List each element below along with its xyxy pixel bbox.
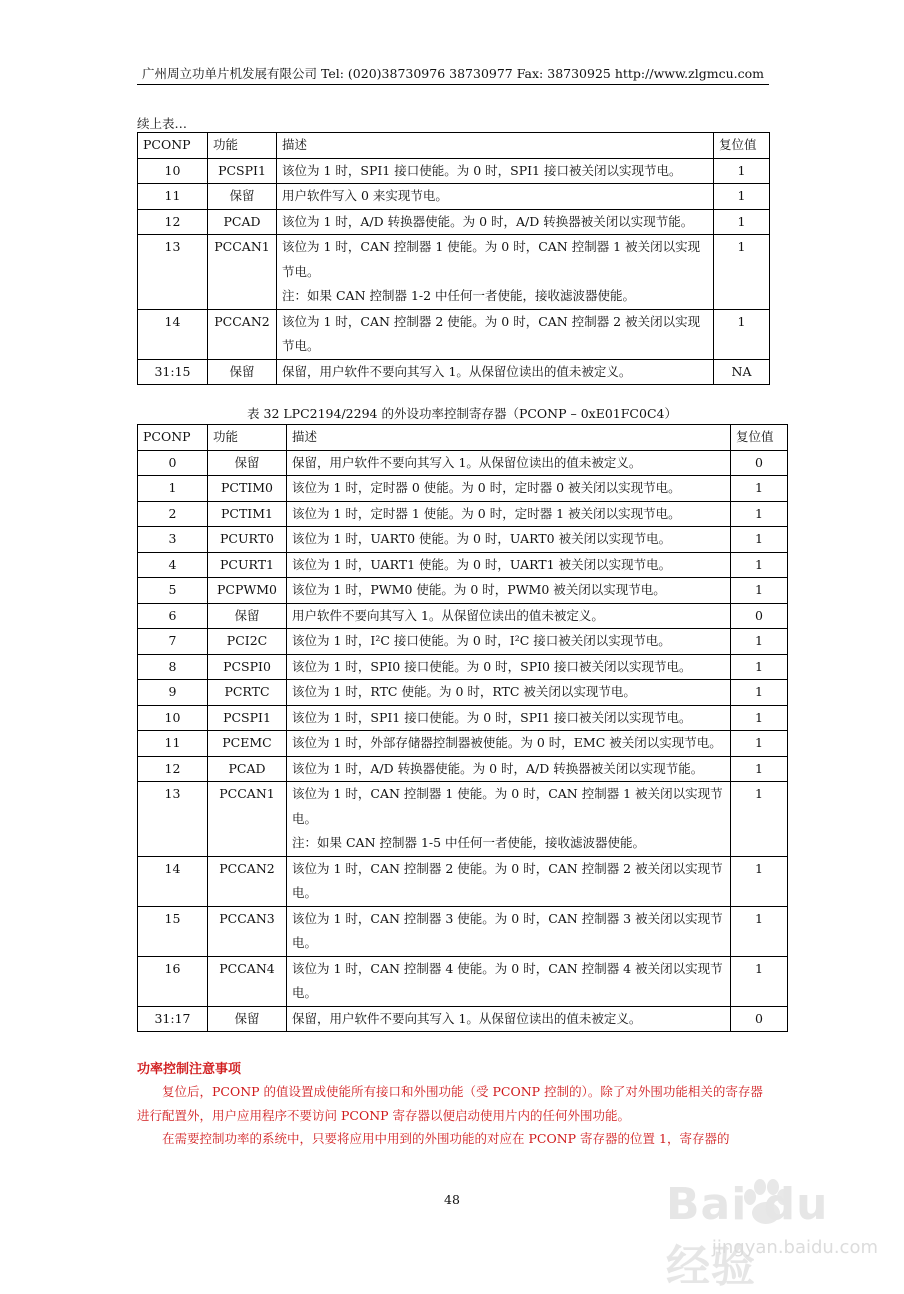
reset-value-cell: 1: [731, 856, 788, 906]
bit-cell: 12: [138, 209, 208, 235]
table-row: [138, 1006, 788, 1032]
bit-cell: 14: [138, 856, 208, 906]
description-cell: [287, 856, 731, 906]
table-row: [138, 309, 770, 359]
table-row: [138, 680, 788, 706]
table-row: [138, 956, 788, 1006]
function-cell: PCEMC: [208, 731, 287, 757]
description-text: 用户软件写入 0 来实现节电。: [282, 188, 448, 203]
col-header-function: 功能: [208, 133, 277, 159]
table-row: [138, 578, 788, 604]
bit-cell: 31:15: [138, 359, 208, 385]
function-cell: PCURT1: [208, 552, 287, 578]
description-text: 该位为 1 时，CAN 控制器 1 使能。为 0 时，CAN 控制器 1 被关闭以实现节电。: [292, 786, 723, 826]
description-cell: [277, 184, 714, 210]
col-header-pconp: PCONP: [138, 425, 208, 451]
bit-cell: 10: [138, 158, 208, 184]
paragraph-1: [137, 1080, 769, 1127]
bit-cell: 6: [138, 603, 208, 629]
bit-cell: 12: [138, 756, 208, 782]
description-cell: [287, 756, 731, 782]
bit-cell: 5: [138, 578, 208, 604]
reset-value-cell: 0: [731, 450, 788, 476]
description-text: 该位为 1 时，SPI1 接口使能。为 0 时，SPI1 接口被关闭以实现节电。: [282, 162, 682, 178]
bit-cell: 31:17: [138, 1006, 208, 1032]
reset-value-cell: 1: [731, 552, 788, 578]
continued-label: 续上表…: [137, 116, 188, 131]
reset-value-cell: 1: [731, 956, 788, 1006]
reset-value-cell: 0: [731, 1006, 788, 1032]
function-cell: PCSPI1: [208, 705, 287, 731]
table-row: [138, 629, 788, 655]
description-cell: [287, 552, 731, 578]
bit-cell: 16: [138, 956, 208, 1006]
col-header-reset: 复位值: [714, 133, 770, 159]
table-row: [138, 782, 788, 857]
reset-value-cell: 1: [731, 629, 788, 655]
description-cell: [287, 956, 731, 1006]
description-cell: [287, 578, 731, 604]
bit-cell: 15: [138, 906, 208, 956]
description-text: 该位为 1 时，SPI1 接口使能。为 0 时，SPI1 接口被关闭以实现节电。: [292, 709, 692, 725]
description-cell: [287, 450, 731, 476]
table-row: [138, 527, 788, 553]
reset-value-cell: NA: [714, 359, 770, 385]
page-number: 48: [444, 1192, 460, 1207]
function-cell: 保留: [208, 184, 277, 210]
table-row: [138, 450, 788, 476]
description-text: 该位为 1 时，RTC 使能。为 0 时，RTC 被关闭以实现节电。: [292, 684, 636, 699]
function-cell: PCCAN1: [208, 782, 287, 857]
description-text: 该位为 1 时，CAN 控制器 2 使能。为 0 时，CAN 控制器 2 被关闭以实现节电。: [292, 860, 723, 900]
bit-cell: 4: [138, 552, 208, 578]
bit-cell: 3: [138, 527, 208, 553]
reset-value-cell: 1: [731, 680, 788, 706]
bit-cell: 11: [138, 731, 208, 757]
table-row: [138, 158, 770, 184]
function-cell: PCTIM1: [208, 501, 287, 527]
description-text: 该位为 1 时，I²C 接口使能。为 0 时，I²C 接口被关闭以实现节电。: [292, 633, 671, 648]
description-text: 该位为 1 时，SPI0 接口使能。为 0 时，SPI0 接口被关闭以实现节电。: [292, 658, 692, 674]
description-text: 该位为 1 时，CAN 控制器 4 使能。为 0 时，CAN 控制器 4 被关闭以实现节电。: [292, 960, 723, 1000]
table-row: [138, 501, 788, 527]
section-title: 功率控制注意事项: [137, 1062, 242, 1077]
table-row: [138, 235, 770, 310]
watermark-url: jingyan.baidu.com: [711, 1237, 878, 1258]
description-cell: [277, 209, 714, 235]
description-cell: [277, 359, 714, 385]
paragraph-2: [137, 1127, 769, 1151]
function-cell: PCAD: [208, 209, 277, 235]
col-header-function: 功能: [208, 425, 287, 451]
function-cell: PCCAN2: [208, 856, 287, 906]
col-header-description: 描述: [287, 425, 731, 451]
table-row: [138, 654, 788, 680]
function-cell: 保留: [208, 450, 287, 476]
description-text: 该位为 1 时，外部存储器控制器被使能。为 0 时，EMC 被关闭以实现节电。: [292, 735, 722, 750]
function-cell: PCSPI1: [208, 158, 277, 184]
description-text: 该位为 1 时，A/D 转换器使能。为 0 时，A/D 转换器被关闭以实现节能。: [292, 760, 704, 776]
reset-value-cell: 1: [714, 235, 770, 310]
reset-value-cell: 1: [714, 184, 770, 210]
function-cell: PCAD: [208, 756, 287, 782]
function-cell: PCSPI0: [208, 654, 287, 680]
description-cell: [277, 158, 714, 184]
description-note: 注：如果 CAN 控制器 1-2 中任何一者使能，接收滤波器使能。: [282, 288, 636, 303]
description-cell: [287, 906, 731, 956]
table-row: [138, 756, 788, 782]
bit-cell: 9: [138, 680, 208, 706]
description-text: 保留，用户软件不要向其写入 1。从保留位读出的值未被定义。: [292, 454, 642, 470]
description-cell: [287, 527, 731, 553]
function-cell: PCPWM0: [208, 578, 287, 604]
description-cell: [287, 705, 731, 731]
description-text: 该位为 1 时，CAN 控制器 2 使能。为 0 时，CAN 控制器 2 被关闭以实现节电。: [282, 313, 701, 353]
table-header-row: [138, 133, 770, 159]
table-row: [138, 359, 770, 385]
description-cell: [287, 501, 731, 527]
table-row: [138, 184, 770, 210]
pconp-table-continued: [137, 132, 770, 385]
reset-value-cell: 1: [714, 309, 770, 359]
description-cell: [287, 603, 731, 629]
description-text: 该位为 1 时，定时器 0 使能。为 0 时，定时器 0 被关闭以实现节电。: [292, 480, 681, 495]
bit-cell: 1: [138, 476, 208, 502]
description-text: 该位为 1 时，UART0 使能。为 0 时，UART0 被关闭以实现节电。: [292, 531, 672, 546]
reset-value-cell: 1: [731, 705, 788, 731]
table-row: [138, 209, 770, 235]
bit-cell: 13: [138, 782, 208, 857]
table-row: [138, 731, 788, 757]
description-text: 保留，用户软件不要向其写入 1。从保留位读出的值未被定义。: [292, 1010, 642, 1026]
description-text: 该位为 1 时，CAN 控制器 1 使能。为 0 时，CAN 控制器 1 被关闭以实现节电。: [282, 239, 701, 279]
reset-value-cell: 1: [714, 209, 770, 235]
bit-cell: 10: [138, 705, 208, 731]
function-cell: PCRTC: [208, 680, 287, 706]
function-cell: PCCAN4: [208, 956, 287, 1006]
reset-value-cell: 0: [731, 603, 788, 629]
description-text: 该位为 1 时，UART1 使能。为 0 时，UART1 被关闭以实现节电。: [292, 556, 672, 572]
description-cell: [277, 235, 714, 310]
description-cell: [287, 629, 731, 655]
table-caption: 表 32 LPC2194/2294 的外设功率控制寄存器（PCONP – 0xE01FC0C4）: [247, 406, 677, 421]
table-row: [138, 705, 788, 731]
function-cell: PCCAN2: [208, 309, 277, 359]
description-text: 保留，用户软件不要向其写入 1。从保留位读出的值未被定义。: [282, 363, 632, 379]
description-text: 该位为 1 时，PWM0 使能。为 0 时，PWM0 被关闭以实现节电。: [292, 582, 666, 597]
bit-cell: 14: [138, 309, 208, 359]
description-cell: [287, 476, 731, 502]
table-row: [138, 476, 788, 502]
baidu-jingyan-watermark: [666, 1169, 886, 1292]
table-row: [138, 906, 788, 956]
reset-value-cell: 1: [731, 731, 788, 757]
reset-value-cell: 1: [731, 782, 788, 857]
col-header-reset: 复位值: [731, 425, 788, 451]
reset-value-cell: 1: [731, 654, 788, 680]
table-header-row: [138, 425, 788, 451]
description-cell: [287, 680, 731, 706]
pconp-register-table: [137, 424, 788, 1032]
reset-value-cell: 1: [731, 578, 788, 604]
description-text: 用户软件不要向其写入 1。从保留位读出的值未被定义。: [292, 607, 604, 623]
header-rule: [137, 84, 769, 85]
description-cell: [287, 731, 731, 757]
description-cell: [277, 309, 714, 359]
reset-value-cell: 1: [731, 501, 788, 527]
description-cell: [287, 1006, 731, 1032]
description-text: 该位为 1 时，A/D 转换器使能。为 0 时，A/D 转换器被关闭以实现节能。: [282, 213, 694, 229]
function-cell: PCURT0: [208, 527, 287, 553]
reset-value-cell: 1: [731, 756, 788, 782]
paragraph-2-text: 在需要控制功率的系统中，只要将应用中用到的外围功能的对应在 PCONP 寄存器的位置 1，寄存器的: [162, 1131, 730, 1146]
reset-value-cell: 1: [714, 158, 770, 184]
function-cell: PCI2C: [208, 629, 287, 655]
function-cell: 保留: [208, 359, 277, 385]
description-cell: [287, 654, 731, 680]
table-row: [138, 552, 788, 578]
table-row: [138, 603, 788, 629]
function-cell: PCTIM0: [208, 476, 287, 502]
reset-value-cell: 1: [731, 906, 788, 956]
paragraph-1-text: 复位后，PCONP 的值设置成使能所有接口和外围功能（受 PCONP 控制的）。除了对外围功能相关的寄存器进行配置外，用户应用程序不要访问 PCONP 寄存器以便启动使用片内的任何外围功能。: [137, 1084, 763, 1123]
function-cell: 保留: [208, 1006, 287, 1032]
description-text: 该位为 1 时，定时器 1 使能。为 0 时，定时器 1 被关闭以实现节电。: [292, 505, 681, 521]
bit-cell: 0: [138, 450, 208, 476]
bit-cell: 13: [138, 235, 208, 310]
bit-cell: 7: [138, 629, 208, 655]
col-header-description: 描述: [277, 133, 714, 159]
watermark-logo: Bai du 经验: [666, 1179, 829, 1292]
function-cell: PCCAN1: [208, 235, 277, 310]
description-note: 注：如果 CAN 控制器 1-5 中任何一者使能，接收滤波器使能。: [292, 835, 646, 850]
function-cell: PCCAN3: [208, 906, 287, 956]
function-cell: 保留: [208, 603, 287, 629]
table-row: [138, 856, 788, 906]
page-header: 广州周立功单片机发展有限公司 Tel: (020)38730976 38730977 Fax: 38730925 http://www.zlgmcu.com: [142, 66, 764, 81]
col-header-pconp: PCONP: [138, 133, 208, 159]
reset-value-cell: 1: [731, 527, 788, 553]
bit-cell: 2: [138, 501, 208, 527]
bit-cell: 11: [138, 184, 208, 210]
bit-cell: 8: [138, 654, 208, 680]
description-cell: [287, 782, 731, 857]
reset-value-cell: 1: [731, 476, 788, 502]
description-text: 该位为 1 时，CAN 控制器 3 使能。为 0 时，CAN 控制器 3 被关闭以实现节电。: [292, 910, 723, 950]
